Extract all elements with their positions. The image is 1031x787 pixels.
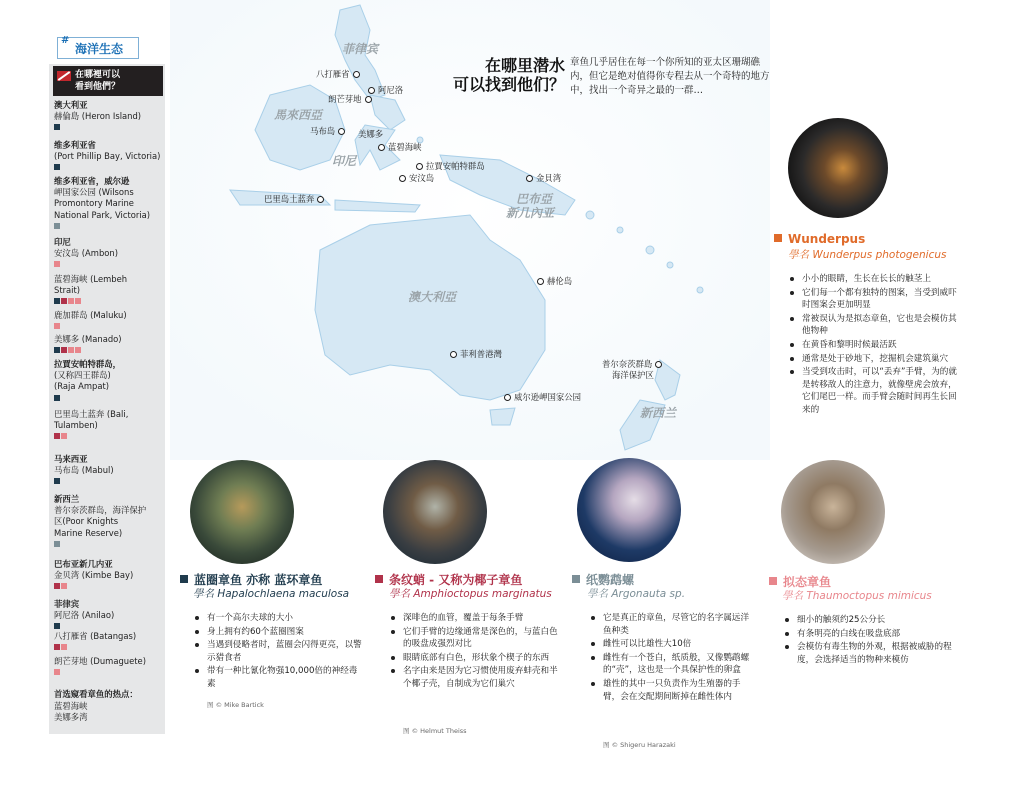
headline-line: 可以找到他们？ [452,75,565,94]
color-key-icon [54,347,60,353]
place-label: 海洋保护区 [612,370,654,380]
sidebar-entry-line: 马来西亚 [54,454,88,464]
place-label: 朗芒芽地 [328,94,362,104]
map-place-mabul [310,125,345,137]
map-place-manado [358,128,383,140]
location-dot-icon [416,163,423,170]
fact-item: 常被误认为是拟态章鱼，它也是会模仿其他物种 [788,313,958,338]
sidebar-entry-line: 安汶岛 (Ambon) [54,248,118,259]
color-key-icon [572,575,580,583]
species-color-keys [54,298,166,304]
fact-item: 会模仿有毒生物的外观，根据被威胁的程度，会选择适当的物种来模仿 [783,641,953,666]
map-place-anilao [368,84,403,96]
color-key-icon [54,478,60,484]
map-region-label: 馬來西亞 [274,108,323,122]
species-facts [389,612,561,692]
map-place-ambon [399,172,434,184]
place-label: 菲利普港灣 [460,349,502,359]
fact-item: 它们每一个都有独特的图案，当受到威吓时图案会更加明显 [788,287,958,312]
location-dot-icon [378,144,385,151]
map-place-dumaguete [328,93,372,105]
fact-item: 眼睛底部有白色，形状象个楔子的东西 [389,652,561,665]
sidebar-entry-line: 金贝湾 (Kimbe Bay) [54,570,134,581]
fact-item: 当受到攻击时，可以“丢弃”手臂，为的就是转移敌人的注意力，就像壁虎会放弃，它们尾巴一样。而手臂会随时间再生长回来的 [788,366,958,416]
fact-item: 当遇到侵略者时，蓝圈会闪得更亮，以警示猎食者 [193,639,363,664]
sidebar-entry-line: Strait) [54,285,81,296]
sidebar-header [53,66,163,96]
color-key-icon [61,644,67,650]
location-dot-icon [365,96,372,103]
sidebar-entry-line: 巴里岛土蓝奔 (Bali, [54,409,129,419]
place-label: 美娜多 [358,129,384,139]
color-key-icon [54,395,60,401]
color-key-icon [54,583,60,589]
species-color-keys [54,541,166,547]
species-scientific-name: 學名 Wunderpus photogenicus [788,249,947,261]
fact-item: 它是真正的章鱼，尽管它的名字属远洋鱼种类 [589,612,757,637]
color-key-icon [68,347,74,353]
map-region-label: 新几內亚 [506,206,555,220]
color-key-icon [54,323,60,329]
wunderpus-photo [788,118,888,218]
fact-item: 雌性可以比雄性大10倍 [589,638,757,651]
sidebar-entry [54,656,166,675]
species-color-keys [54,223,166,229]
sidebar-entry-line: (又称四王群岛) [54,370,111,381]
species-title [774,232,865,246]
color-key-icon [54,223,60,229]
species-color-keys [54,623,166,629]
sidebar-entry-line: (Port Phillip Bay, Victoria) [54,151,161,162]
map-place-kimbe-bay [526,172,561,184]
hotspot-item: 美娜多湾 [54,712,88,722]
sidebar-entry-line: National Park, Victoria) [54,209,151,220]
sidebar-entry [54,176,166,229]
place-label: 安汶岛 [409,173,435,183]
map-region-label: 巴布亞 [516,192,553,206]
color-key-icon [54,433,60,439]
location-dot-icon [655,361,662,368]
sidebar-entry [54,310,166,329]
sidebar-entry-line: 巴布亚新几内亚 [54,559,113,569]
color-key-icon [54,261,60,267]
color-key-icon [769,577,777,585]
sidebar-entry-line: Marine Reserve) [54,527,123,538]
hotspot-item: 蓝碧海峡 [54,700,88,711]
sidebar-entry-line: 区(Poor Knights [54,516,119,527]
fact-item: 名字由来是因为它习惯使用废弃蚌壳和半个椰子壳，自制成为它们巢穴 [389,665,561,690]
species-name: 蓝圈章鱼 亦称 蓝环章鱼 [194,573,323,587]
location-dot-icon [399,175,406,182]
sidebar-entry-line: 澳大利亚 [54,100,88,110]
place-label: 拉賈安帕特群岛 [426,161,485,171]
species-color-keys [54,395,166,401]
species-name: 纸鹦鹉螺 [586,573,635,587]
sidebar-entry-line: 新西兰 [54,494,80,504]
sidebar-entry-line: 蓝碧海峡 (Lembeh [54,274,128,284]
map-place-lembeh [378,141,422,153]
color-key-icon [54,124,60,130]
map-place-marine-reserve [612,369,654,381]
sidebar-entry-line: Promontory Marine [54,198,134,209]
sidebar-entry [54,237,166,267]
intro-text: 章鱼几乎居住在每一个你所知的亚太区珊瑚礁内，但它是绝对值得你专程去从一个奇特的地方中，找出一个奇异之最的一群… [570,57,770,96]
color-key-icon [61,583,67,589]
species-facts [783,614,953,667]
map-region-label: 菲律宾 [342,42,379,56]
species-scientific-name: 學名 Thaumoctopus mimicus [782,590,932,602]
map-place-wilsons [504,391,581,403]
species-color-keys [54,124,166,130]
map-place-bali [264,193,324,205]
sidebar-entry-line: 拉賈安帕特群岛， [54,359,121,369]
photo-credit: 图 © Mike Bartick [207,701,264,709]
location-dot-icon [537,278,544,285]
species-facts [589,612,757,704]
place-label: 金貝湾 [536,173,562,183]
sidebar-entry-line: Tulamben) [54,420,98,431]
species-color-keys [54,347,166,353]
location-dot-icon [526,175,533,182]
sidebar-entry-line: 岬国家公园 (Wilsons [54,187,134,198]
place-label: 赫伦岛 [547,276,573,286]
location-dot-icon [353,71,360,78]
species-color-keys [54,644,166,650]
color-key-icon [774,234,782,242]
sidebar-entry-line: 马布岛 (Mabul) [54,465,114,476]
color-key-icon [75,298,81,304]
dive-flag-icon [57,71,71,81]
fact-item: 有条明亮的白线在吸盘底部 [783,628,953,641]
sidebar-entry [54,631,166,650]
sidebar-entry [54,334,166,353]
species-color-keys [54,669,166,675]
place-label: 巴里岛土蓝奔 [264,194,315,204]
sidebar-entry-line: 朗芒芽地 (Dumaguete) [54,656,146,666]
sidebar-entry [54,100,166,130]
map-place-port-phillip [450,348,502,360]
place-label: 蓝碧海峡 [388,142,422,152]
fact-item: 带有一种比氰化物强10,000倍的神经毒素 [193,665,363,690]
color-key-icon [61,347,67,353]
sidebar-entry-line: 印尼 [54,237,71,247]
map-region-label: 印尼 [332,154,357,168]
species-scientific-name: 學名 Amphioctopus marginatus [389,588,552,600]
color-key-icon [54,669,60,675]
place-label: 威尔逊岬国家公园 [514,392,581,402]
species-name: 条纹蛸 - 又称为椰子章鱼 [389,573,523,587]
color-key-icon [375,575,383,583]
sidebar-entry [54,274,166,304]
location-dot-icon [317,196,324,203]
argonaut-photo [577,458,681,562]
place-label: 马布岛 [310,126,336,136]
color-key-icon [61,433,67,439]
species-color-keys [54,583,166,589]
color-key-icon [54,644,60,650]
species-name: Wunderpus [788,232,866,246]
location-dot-icon [338,128,345,135]
sidebar-entry-line: 八打雁省 (Batangas) [54,631,137,641]
fact-item: 细小的触须约25公分长 [783,614,953,627]
sidebar-header-line: 看到他們？ [75,82,121,92]
species-facts [788,273,958,418]
blue-ringed-octopus-photo [190,460,294,564]
map-region-label: 新西兰 [640,406,677,420]
sidebar-entry-line: 维多利亚省，威尔逊 [54,176,130,186]
color-key-icon [54,164,60,170]
hotspots-title: 首选窥看章鱼的热点： [54,689,138,699]
species-color-keys [54,323,166,329]
species-facts [193,612,363,692]
fact-item: 深啡色的血管，覆盖于每条手臂 [389,612,561,625]
sidebar-entry-line: 普尔奈茨群岛，海洋保护 [54,505,147,516]
hotspots [54,689,138,724]
section-tag [57,37,139,59]
color-key-icon [75,347,81,353]
sidebar-entry [54,454,166,484]
sidebar-entry [54,494,166,547]
location-dot-icon [504,394,511,401]
sidebar-entry-line: 赫倫島 (Heron Island) [54,111,142,122]
place-label: 八打雁省 [316,69,350,79]
sidebar-entry [54,140,166,170]
fact-item: 雄性的其中一只负责作为生殖器的手臂，会在交配期间断掉在雌性体内 [589,678,757,703]
sidebar-entry-line: 美娜多 (Manado) [54,334,122,344]
fact-item: 身上拥有约60个蓝圈图案 [193,626,363,639]
headline [440,56,565,94]
species-scientific-name: 學名 Argonauta sp. [587,588,686,600]
sidebar-entry [54,559,166,589]
fact-item: 小小的眼睛，生长在长长的触茎上 [788,273,958,286]
species-name: 拟态章鱼 [783,575,832,589]
species-color-keys [54,433,166,439]
species-color-keys [54,164,166,170]
place-label: 阿尼洛 [378,85,404,95]
species-color-keys [54,261,166,267]
map-region-label: 澳大利亞 [408,290,457,304]
location-dot-icon [450,351,457,358]
sidebar-entry-line: 鹿加群岛 (Maluku) [54,310,127,320]
fact-item: 通常是处于砂地下，挖掘机会建筑巢穴 [788,353,958,366]
color-key-icon [180,575,188,583]
sidebar-entry [54,359,166,401]
photo-credit: 图 © Helmut Theiss [403,727,467,735]
fact-item: 有一个高尔夫球的大小 [193,612,363,625]
coconut-octopus-photo [383,460,487,564]
section-tag-label: 海洋生态 [75,42,124,56]
sidebar-entry-line: 阿尼洛 (Anilao) [54,610,115,621]
sidebar-entry [54,599,166,629]
sidebar-entry-line: 维多利亚省 [54,140,96,150]
hash-icon: # [61,35,70,46]
color-key-icon [68,298,74,304]
map-place-batangas [316,68,360,80]
sidebar-entry-line: (Raja Ampat) [54,381,110,392]
fact-item: 雌性有一个苍白，纸质般，又像鹦鹉螺的“壳”，这也是一个具保护性的卵盒 [589,652,757,677]
color-key-icon [54,541,60,547]
headline-line: 在哪里潜水 [484,56,565,75]
sidebar-entry [54,409,166,439]
photo-credit: 图 © Shigeru Harazaki [603,741,676,749]
species-color-keys [54,478,166,484]
fact-item: 它们手臂的边缘通常是深色的，与蓝白色的吸盘成强烈对比 [389,626,561,651]
fact-item: 在黄昏和黎明时候最活跃 [788,339,958,352]
map-place-heron [537,275,572,287]
place-label: 普尔奈茨群島 [602,359,653,369]
sidebar-entry-line: 菲律宾 [54,599,80,609]
color-key-icon [54,298,60,304]
color-key-icon [61,298,67,304]
color-key-icon [54,623,60,629]
map-place-raja-ampat [416,160,485,172]
where-to-find-sidebar [49,64,165,734]
species-scientific-name: 學名 Hapalochlaena maculosa [193,588,350,600]
sidebar-header-line: 在哪裡可以 [75,70,121,80]
mimic-octopus-photo [781,460,885,564]
